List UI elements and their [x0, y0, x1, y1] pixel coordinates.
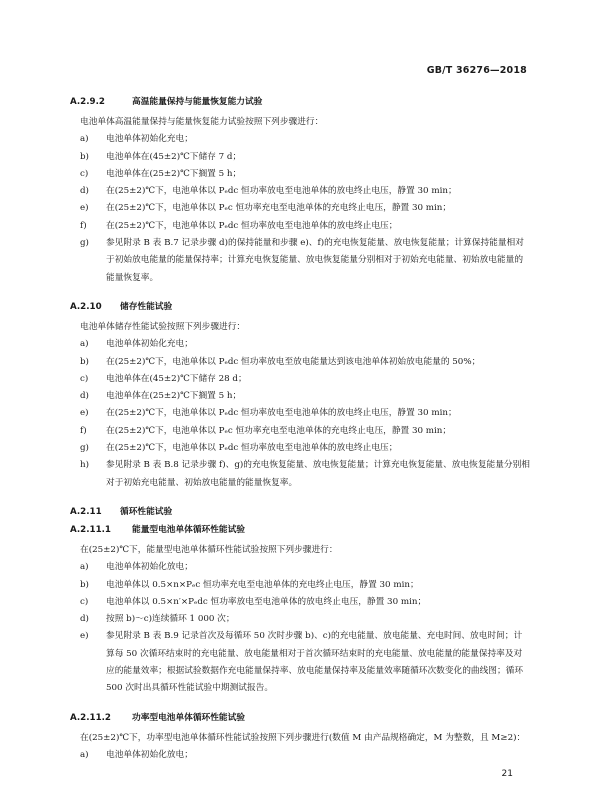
section-number: A.2.11 — [70, 506, 102, 517]
item-text: 电池单体初始化充电； — [106, 339, 193, 350]
item-label: b) — [80, 151, 89, 162]
list-item — [80, 336, 530, 353]
section-heading — [70, 301, 530, 313]
item-label: g) — [80, 443, 89, 454]
section-number: A.2.11.1 — [70, 524, 111, 535]
item-text: 在(25±2)℃下，电池单体以 Pₑc 恒功率充电至电池单体的充电终止电压，静置 30 min； — [106, 203, 452, 214]
item-text: 电池单体初始化放电； — [106, 749, 193, 760]
list-item — [80, 371, 530, 388]
list-item — [80, 183, 530, 200]
item-text: 电池单体在(45±2)℃下储存 7 d； — [106, 151, 242, 162]
list-item — [80, 149, 530, 166]
item-text: 在(25±2)℃下，电池单体以 Pₑdc 恒功率放电至放电能量达到该电池单体初始放电能量的 50%； — [106, 356, 481, 367]
item-text: 电池单体在(25±2)℃下搁置 5 h； — [106, 168, 242, 179]
item-text: 在(25±2)℃下，电池单体以 Pₑdc 恒功率放电至电池单体的放电终止电压； — [106, 220, 398, 231]
list-item — [80, 166, 530, 183]
item-label: a) — [80, 749, 89, 760]
section-heading — [70, 506, 530, 518]
item-label: a) — [80, 134, 89, 145]
list-item — [80, 200, 530, 217]
list-item — [80, 611, 530, 628]
list-item — [80, 235, 530, 287]
section-intro: 在(25±2)℃下，能量型电池单体循环性能试验按照下列步骤进行： — [80, 544, 338, 555]
item-text: 在(25±2)℃下，电池单体以 Pₑdc 恒功率放电至电池单体的放电终止电压，静置 30 min； — [106, 186, 457, 197]
list-item — [80, 405, 530, 422]
section-heading — [70, 96, 530, 108]
item-text: 在(25±2)℃下，电池单体以 Pₑdc 恒功率放电至电池单体的放电终止电压； — [106, 443, 398, 454]
list-item — [80, 559, 530, 576]
step-list — [80, 336, 530, 492]
section-intro: 电池单体储存性能试验按照下列步骤进行： — [80, 321, 246, 332]
item-label: d) — [80, 186, 89, 197]
item-text: 电池单体在(25±2)℃下搁置 5 h； — [106, 391, 242, 402]
section-heading — [70, 712, 530, 724]
item-text: 电池单体以 0.5×n′×Pₑdc 恒功率放电至电池单体的放电终止电压，静置 30 min； — [106, 596, 427, 607]
item-label: h) — [80, 460, 89, 471]
step-list — [80, 131, 530, 287]
item-label: c) — [80, 596, 89, 607]
item-text: 电池单体在(45±2)℃下储存 28 d； — [106, 373, 247, 384]
section-heading — [70, 524, 530, 536]
section-title: 功率型电池单体循环性能试验 — [132, 712, 245, 723]
list-item — [80, 388, 530, 405]
item-text: 参见附录 B 表 B.7 记录步骤 d)的保持能量和步骤 e)、f)的充电恢复能量、放电恢复能量；计算保持能量相对于初始放电能量的能量保持率；计算充电恢复能量、放电恢复能量分别相对于初始充电能量、初始放电能量的能量恢复率。 — [106, 238, 524, 283]
item-text: 按照 b)～c)连续循环 1 000 次； — [106, 614, 235, 625]
step-list — [80, 559, 530, 697]
section-intro: 电池单体高温能量保持与能量恢复能力试验按照下列步骤进行： — [80, 117, 324, 127]
section-intro: 在(25±2)℃下，功率型电池单体循环性能试验按照下列步骤进行(数值 M 由产品规格确定，M 为整数，且 M≥2)： — [80, 732, 526, 743]
section-title: 高温能量保持与能量恢复能力试验 — [132, 97, 263, 107]
list-item — [80, 354, 530, 371]
item-label: c) — [80, 373, 89, 384]
item-label: a) — [80, 339, 89, 350]
item-label: g) — [80, 238, 89, 249]
item-text: 参见附录 B 表 B.9 记录首次及每循环 50 次时步骤 b)、c)的充电能量、放电能量、充电时间、放电时间；计算每 50 次循环结束时的充电能量、放电能量相对于首次循环结束时的充电能量、放电能量的能量保持率及对应的能量效率；根据试验数据作充电能量保持率、放电能量保持率及能量效率随循环次数变化的曲线图；循环 500 次时出具循环性能试验中期测试报告。 — [106, 631, 523, 694]
document-body — [70, 96, 530, 764]
item-label: d) — [80, 614, 89, 625]
item-text: 电池单体初始化放电； — [106, 562, 193, 573]
item-label: e) — [80, 408, 89, 419]
section-title: 能量型电池单体循环性能试验 — [132, 524, 245, 535]
step-list — [80, 747, 530, 764]
item-label: e) — [80, 631, 89, 642]
page-number: 21 — [501, 769, 513, 779]
item-label: f) — [80, 220, 87, 231]
page-header-standard-code: GB/T 36276—2018 — [426, 65, 527, 76]
list-item — [80, 594, 530, 611]
section-number: A.2.11.2 — [70, 712, 111, 723]
item-text: 在(25±2)℃下，电池单体以 Pₑc 恒功率充电至电池单体的充电终止电压，静置 30 min； — [106, 425, 452, 436]
item-label: b) — [80, 356, 89, 367]
item-text: 电池单体初始化充电； — [106, 134, 193, 145]
list-item — [80, 423, 530, 440]
item-text: 在(25±2)℃下，电池单体以 Pₑdc 恒功率放电至电池单体的放电终止电压，静置 30 min； — [106, 408, 457, 419]
item-label: f) — [80, 425, 87, 436]
item-label: d) — [80, 391, 89, 402]
list-item — [80, 628, 530, 697]
item-text: 电池单体以 0.5×n×Pₑc 恒功率充电至电池单体的充电终止电压，静置 30 min； — [106, 579, 419, 590]
item-label: e) — [80, 203, 89, 214]
list-item — [80, 457, 530, 492]
item-label: b) — [80, 579, 89, 590]
section-title: 循环性能试验 — [120, 506, 173, 517]
item-label: a) — [80, 562, 89, 573]
list-item — [80, 131, 530, 148]
list-item — [80, 577, 530, 594]
list-item — [80, 218, 530, 235]
section-number: A.2.10 — [70, 301, 102, 312]
section-number: A.2.9.2 — [70, 97, 105, 107]
list-item — [80, 440, 530, 457]
item-label: c) — [80, 168, 89, 179]
list-item — [80, 747, 530, 764]
section-title: 储存性能试验 — [120, 301, 173, 312]
item-text: 参见附录 B 表 B.8 记录步骤 f)、g)的充电恢复能量、放电恢复能量；计算充电恢复能量、放电恢复能量分别相对于初始充电能量、初始放电能量的能量恢复率。 — [106, 460, 530, 488]
